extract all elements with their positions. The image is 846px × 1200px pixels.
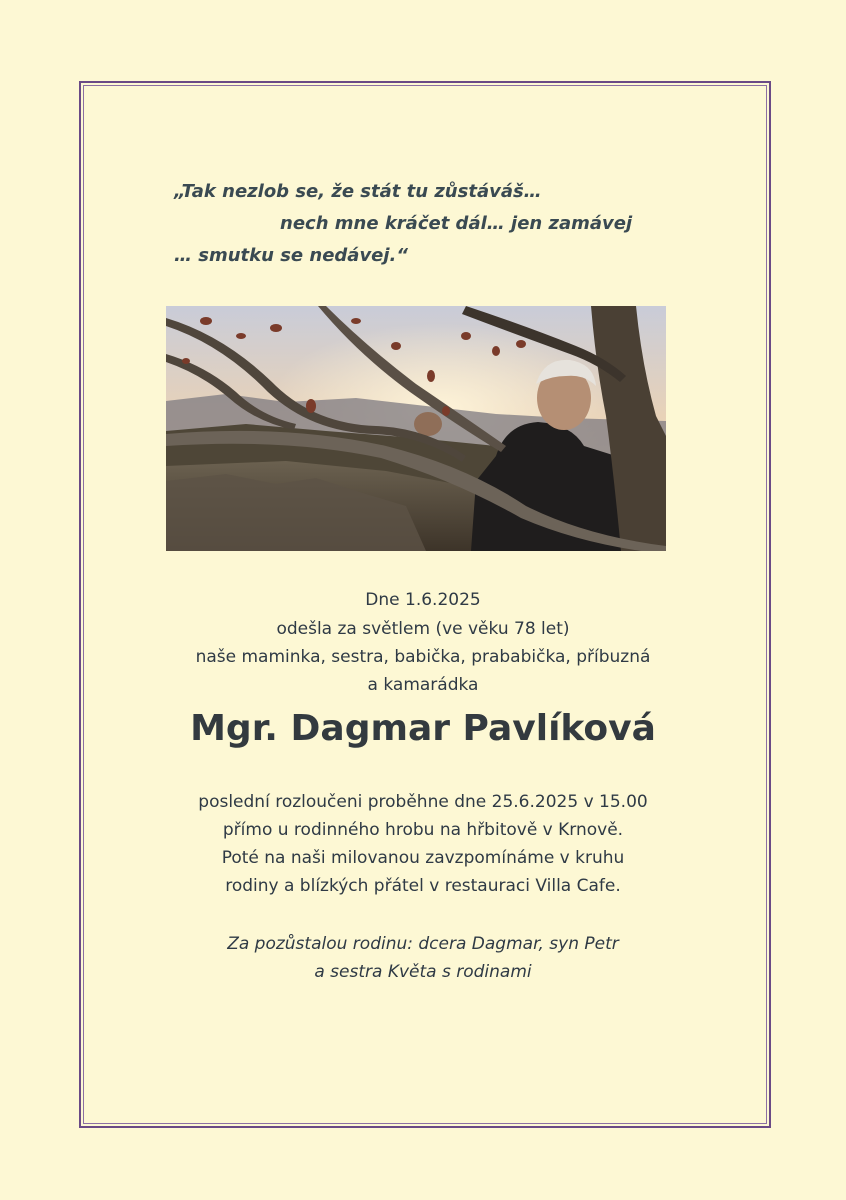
- death-date: Dne 1.6.2025: [365, 590, 481, 610]
- signature-line-2: a sestra Květa s rodinami: [314, 962, 532, 982]
- funeral-line-3: Poté na naši milovanou zavzpomínáme v kruhu: [221, 848, 625, 868]
- quote-line-3: … smutku se nedávej.“: [174, 245, 408, 266]
- deceased-name: Mgr. Dagmar Pavlíková: [190, 708, 656, 749]
- quote-line-2: nech mne kráčet dál… jen zamávej: [280, 213, 633, 234]
- memorial-photo: [166, 306, 666, 551]
- quote-line-1: „Tak nezlob se, že stát tu zůstáváš…: [174, 181, 542, 202]
- funeral-line-2: přímo u rodinného hrobu na hřbitově v Krnově.: [222, 820, 624, 840]
- announcement-line-friend: a kamarádka: [367, 675, 479, 695]
- announcement-line-age: odešla za světlem (ve věku 78 let): [276, 619, 570, 639]
- announcement-line-relations: naše maminka, sestra, babička, prababička, příbuzná: [195, 647, 651, 667]
- funeral-line-4: rodiny a blízkých přátel v restauraci Villa Cafe.: [225, 876, 621, 896]
- photo-person-hand: [414, 412, 442, 436]
- signature-line-1: Za pozůstalou rodinu: dcera Dagmar, syn Petr: [227, 934, 619, 954]
- funeral-line-1: poslední rozloučeni proběhne dne 25.6.2025 v 15.00: [198, 792, 648, 812]
